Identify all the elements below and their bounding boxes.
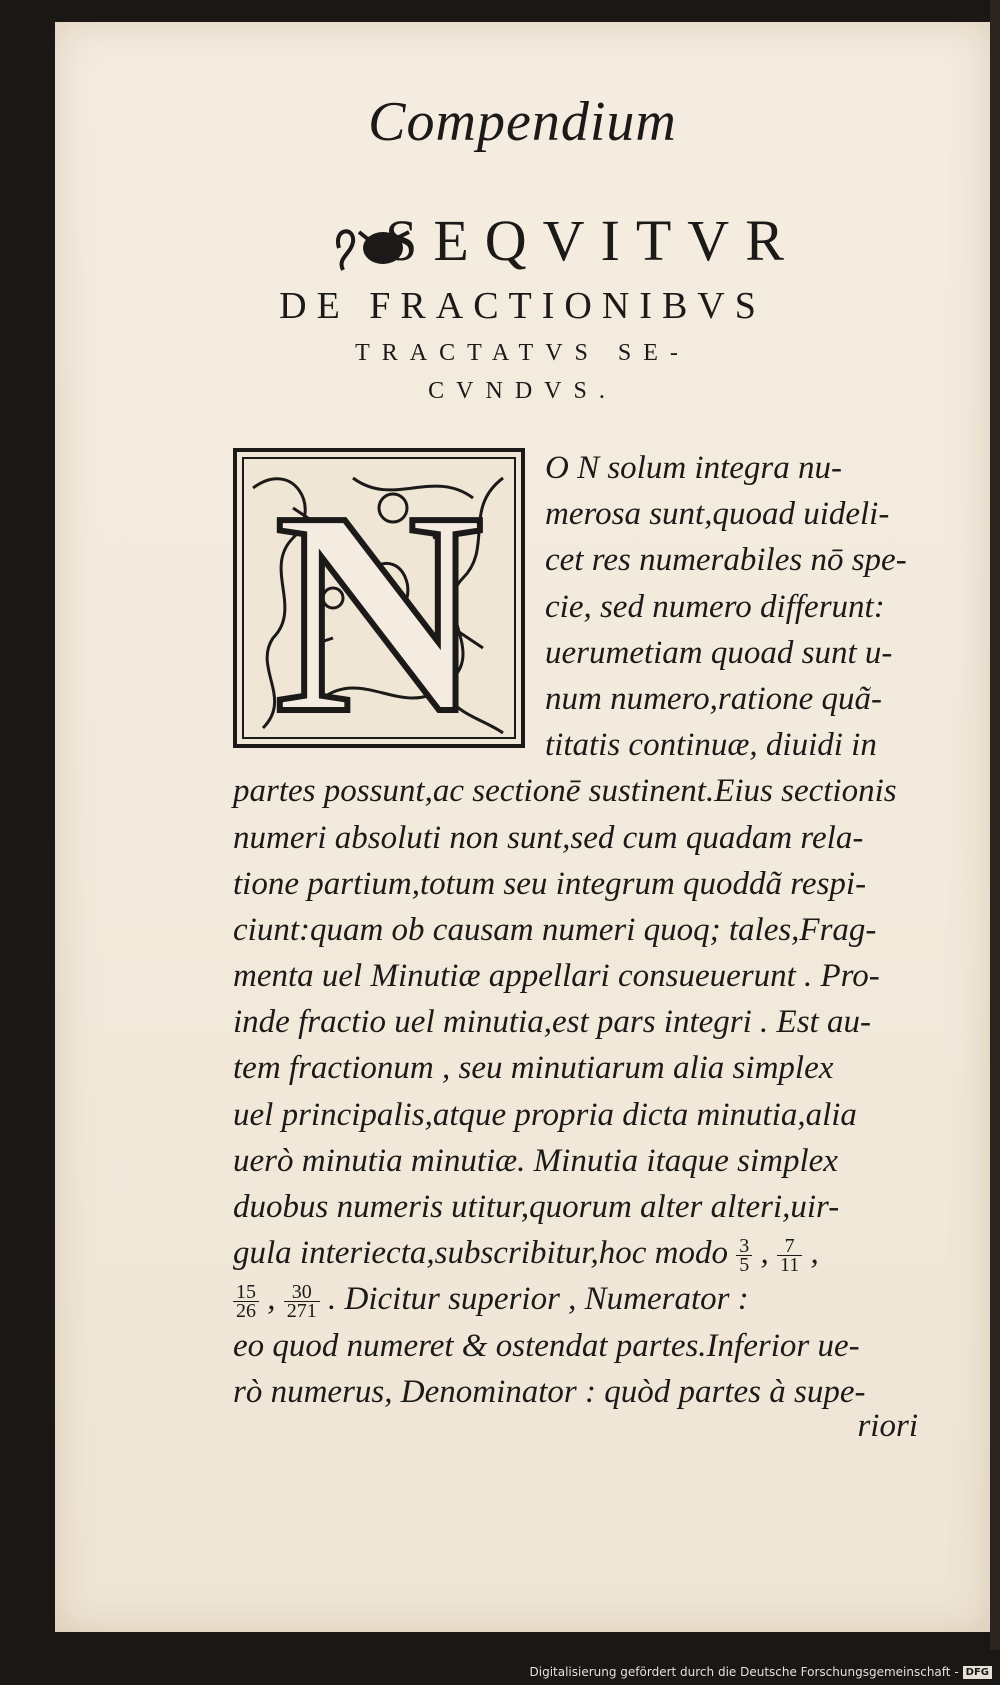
text-line: cie, sed numero differunt:	[545, 588, 885, 625]
fraction	[777, 1235, 802, 1277]
dfg-logo: DFG	[963, 1666, 992, 1679]
text-line: numeri absoluti non sunt,sed cum quadam rela-	[233, 819, 864, 856]
fraction	[736, 1235, 752, 1277]
text-line: inde fractio uel minutia,est pars integri . Est au-	[233, 1004, 871, 1041]
title-line-3: TRACTATVS SE-	[355, 340, 690, 366]
text-line: merosa sunt,quoad uideli-	[545, 496, 890, 533]
text-line: uel principalis,atque propria dicta minutia,alia	[233, 1096, 857, 1133]
fraction-numerator: 3	[736, 1237, 752, 1256]
text-line: partes possunt,ac sectionē sustinent.Eius sectionis	[233, 773, 897, 810]
initial-letter-glyph: N	[274, 452, 484, 748]
text-line: duobus numeris utitur,quorum alter alteri,uir-	[233, 1189, 840, 1225]
fraction-numerator: 7	[777, 1237, 802, 1256]
text-line-with-fractions: gula interiecta,subscribitur,hoc modo $\frac{3}{5}$ , $\frac{7}{11}$ ,	[233, 1235, 819, 1277]
text-line: tione partium,totum seu integrum quoddã respi-	[233, 865, 867, 902]
text-line-with-fractions: $\frac{15}{26}$ , $\frac{30}{271}$ . Dicitur superior , Numerator :	[233, 1276, 923, 1322]
text-line: num numero,ratione quã-	[545, 680, 882, 717]
fraction-denominator: 271	[286, 1300, 317, 1323]
catchword: riori	[857, 1408, 918, 1444]
text-line: tem fractionum , seu minutiarum alia simplex	[233, 1050, 834, 1087]
text-line: O N solum integra nu-	[545, 450, 842, 486]
text-line: ciunt:quam ob causam numeri quoq; tales,Frag-	[233, 911, 877, 948]
fraction-denominator: 5	[739, 1254, 750, 1277]
text-line: uerumetiam quoad sunt u-	[545, 634, 893, 671]
title-line-1: SEQVITVR	[385, 208, 800, 273]
title-line-2: DE FRACTIONIBVS	[279, 285, 766, 327]
fraction-numerator: 15	[233, 1283, 259, 1302]
body-text	[233, 445, 923, 1415]
footer-text: Digitalisierung gefördert durch die Deutsche Forschungsgemeinschaft -	[529, 1665, 959, 1679]
fraction-numerator: 30	[284, 1283, 320, 1302]
fraction-denominator: 26	[236, 1300, 256, 1323]
running-head: Compendium	[368, 91, 677, 153]
fraction-denominator: 11	[779, 1254, 800, 1277]
text-line: eo quod numeret & ostendat partes.Inferior ue-	[233, 1327, 860, 1364]
text-line: uerò minutia minutiæ. Minutia itaque simplex	[233, 1142, 838, 1179]
fraction	[284, 1281, 320, 1323]
text-line: rò numerus, Denominator : quòd partes à supe-	[233, 1373, 866, 1410]
title-line-4: CVNDVS.	[428, 378, 617, 404]
text-line: cet res numerabiles nō spe-	[545, 542, 907, 579]
text-fragment: gula interiecta,subscribitur,hoc modo	[233, 1235, 728, 1272]
fraction	[233, 1281, 259, 1323]
text-line: titatis continuæ, diuidi in	[545, 727, 877, 764]
text-line: menta uel Minutiæ appellari consueuerunt . Pro-	[233, 958, 880, 995]
digitization-footer	[530, 1665, 993, 1679]
page-edge	[990, 0, 1000, 1650]
text-fragment: . Dicitur superior , Numerator :	[328, 1281, 749, 1318]
